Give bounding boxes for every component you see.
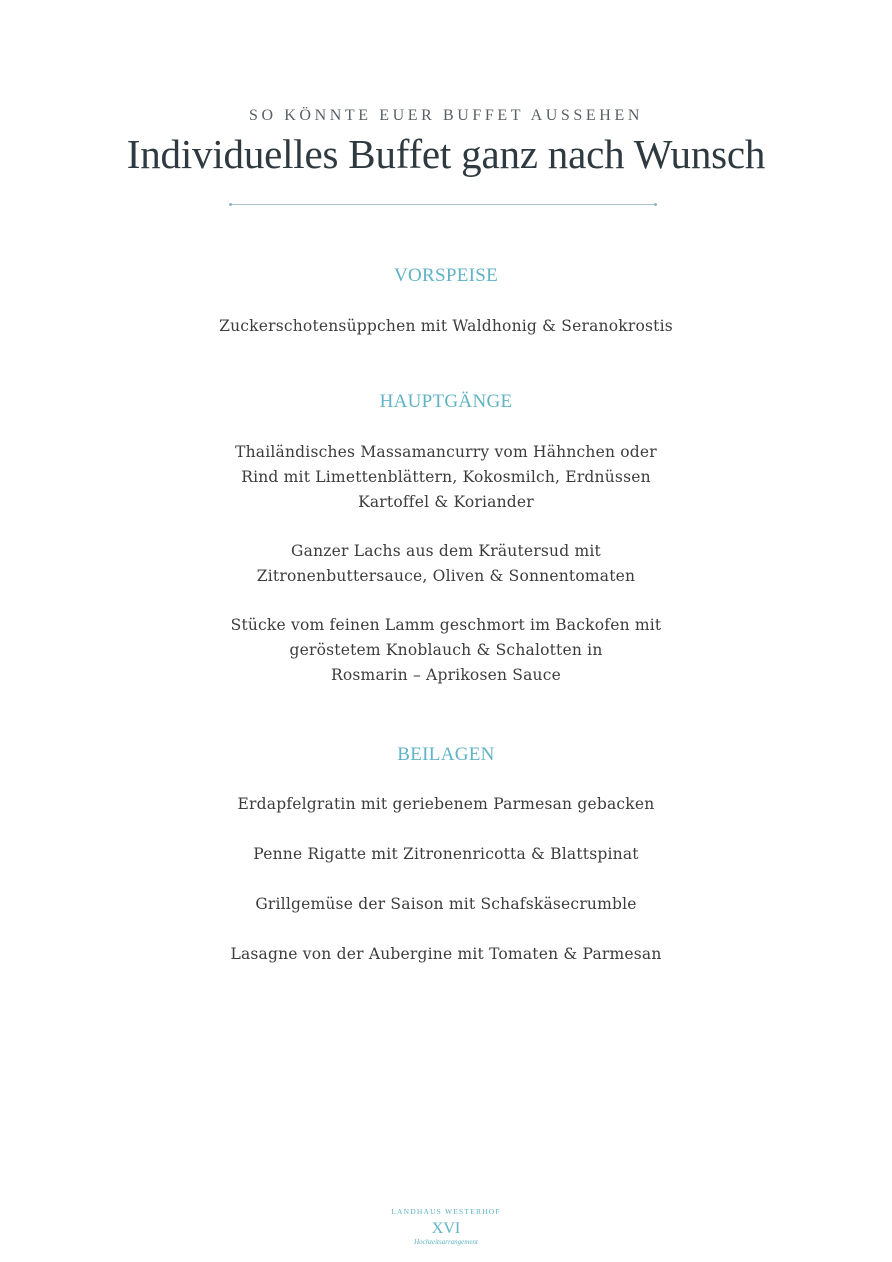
section-vorspeise (0, 264, 892, 339)
divider-line (232, 204, 654, 205)
dish-item: Grillgemüse der Saison mit Schafskäsecrumble (255, 895, 637, 913)
dish-item: Stücke vom feinen Lamm geschmort im Backofen mit geröstetem Knoblauch & Schalotten in Rosmarin – Aprikosen Sauce (230, 616, 662, 684)
dish-item: Erdapfelgratin mit geriebenem Parmesan gebacken (237, 795, 655, 813)
section-beilagen (0, 743, 892, 967)
page-number: XVI (431, 1220, 461, 1237)
footer-subtitle: Hochzeitsarrangement (414, 1238, 478, 1246)
footer-brand: LANDHAUS WESTERHOF (391, 1207, 501, 1216)
divider-dot-right (654, 203, 657, 206)
section-heading: BEILAGEN (397, 744, 495, 765)
dish-item: Lasagne von der Aubergine mit Tomaten & Parmesan (230, 945, 662, 963)
page-kicker: SO KÖNNTE EUER BUFFET AUSSEHEN (249, 107, 643, 124)
dish-item: Ganzer Lachs aus dem Kräutersud mit Zitronenbuttersauce, Oliven & Sonnentomaten (256, 542, 636, 585)
page-title: Individuelles Buffet ganz nach Wunsch (126, 131, 766, 177)
section-heading: HAUPTGÄNGE (379, 391, 513, 412)
section-hauptgaenge (0, 390, 892, 688)
dish-item: Penne Rigatte mit Zitronenricotta & Blattspinat (253, 845, 639, 863)
section-heading: VORSPEISE (393, 265, 499, 286)
dish-item: Thailändisches Massamancurry vom Hähnchen oder Rind mit Limettenblättern, Kokosmilch, Erdnüssen Kartoffel & Koriander (235, 443, 657, 511)
page-header (0, 106, 892, 178)
ornamental-divider (229, 204, 657, 206)
dish-item: Zuckerschotensüppchen mit Waldhonig & Seranokrostis (219, 317, 673, 335)
page-footer (0, 1207, 892, 1247)
